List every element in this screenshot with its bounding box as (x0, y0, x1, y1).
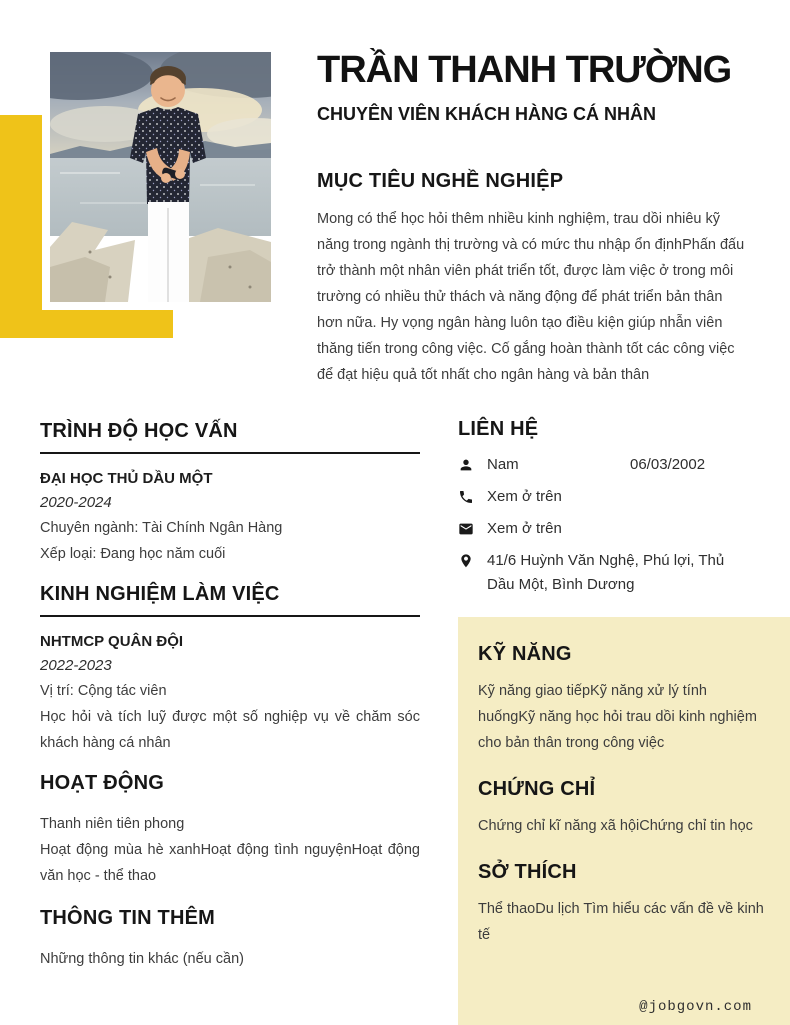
education-period: 2020-2024 (40, 494, 112, 511)
profile-photo (50, 52, 271, 302)
contact-address: 41/6 Huỳnh Văn Nghệ, Phú lợi, Thủ Dầu Một, Bình Dương (487, 552, 725, 593)
contact-phone: Xem ở trên (487, 488, 562, 505)
objective-heading: MỤC TIÊU NGHỀ NGHIỆP (317, 170, 564, 192)
contact-heading: LIÊN HỆ (458, 418, 539, 440)
experience-section (40, 583, 420, 756)
experience-position: Vị trí: Cộng tác viên (40, 683, 167, 699)
contact-email: Xem ở trên (487, 520, 562, 537)
education-major: Chuyên ngành: Tài Chính Ngân Hàng (40, 520, 283, 536)
additional-info-heading: THÔNG TIN THÊM (40, 907, 216, 929)
education-school: ĐẠI HỌC THỦ DẦU MỘT (40, 470, 213, 487)
experience-company: NHTMCP QUÂN ĐỘI (40, 633, 184, 650)
contact-row-email (458, 517, 750, 541)
contact-row-address (458, 549, 750, 597)
email-icon (458, 521, 474, 537)
candidate-job-title: CHUYÊN VIÊN KHÁCH HÀNG CÁ NHÂN (317, 104, 657, 124)
contact-birthdate: 06/03/2002 (630, 456, 706, 473)
contact-row-gender (458, 453, 750, 477)
hobbies-heading: SỞ THÍCH (478, 861, 577, 883)
yellow-accent-horizontal (0, 310, 173, 338)
yellow-accent-vertical (0, 115, 42, 338)
additional-info-text: Những thông tin khác (nếu cần) (40, 951, 244, 967)
person-icon (458, 457, 474, 473)
certificates-heading: CHỨNG CHỈ (478, 778, 596, 800)
objective-section (317, 170, 750, 388)
skills-text: Kỹ năng giao tiếpKỹ năng xử lý tính huốngKỹ năng học hỏi trau dồi kinh nghiệm cho bản thân trong công việc (478, 683, 757, 751)
site-watermark: @jobgovn.com (639, 999, 752, 1015)
education-section (40, 420, 420, 567)
activities-line: Hoạt động mùa hè xanhHoạt động tình nguyệnHoạt động văn học - thể thao (40, 842, 420, 884)
hobbies-text: Thể thaoDu lịch Tìm hiểu các vấn đề về kinh tế (478, 901, 764, 943)
experience-period: 2022-2023 (40, 657, 112, 674)
left-column (40, 420, 420, 988)
skills-panel (458, 617, 790, 1025)
phone-icon (458, 489, 474, 505)
location-pin-icon (458, 553, 474, 569)
skills-heading: KỸ NĂNG (478, 643, 572, 665)
contact-gender: Nam (487, 456, 519, 473)
objective-text: Mong có thể học hỏi thêm nhiều kinh nghiệm, trau dồi nhiêu kỹ năng trong ngành thị trường và có mức thu nhập ổn địnhPhấn đấu trở thành một nhân viên phát triển tốt, được làm việc ở trong môi trường có nhiều thử thách và năng động để phát triển bản thân hơn nữa. Hy vọng ngân hàng luôn tạo điều kiện giúp nhẫn viên thăng tiến trong công việc. Cố gắng hoàn thành tốt các công việc để đạt hiệu quả tốt nhất cho ngân hàng và bản thân (317, 211, 745, 383)
experience-description: Học hỏi và tích luỹ được một số nghiệp vụ về chăm sóc khách hàng cá nhân (40, 709, 420, 751)
contact-row-phone (458, 485, 750, 509)
activities-section (40, 772, 420, 889)
experience-heading: KINH NGHIỆM LÀM VIỆC (40, 583, 420, 617)
contact-section (458, 418, 750, 605)
activities-line: Thanh niên tiên phong (40, 816, 185, 832)
certificates-text: Chứng chỉ kĩ năng xã hộiChứng chỉ tin học (478, 818, 753, 834)
additional-info-section (40, 907, 420, 972)
education-grade: Xếp loại: Đang học năm cuối (40, 546, 226, 562)
education-heading: TRÌNH ĐỘ HỌC VẤN (40, 420, 420, 454)
activities-heading: HOẠT ĐỘNG (40, 772, 165, 794)
profile-photo-illustration (50, 52, 271, 302)
candidate-name: TRẦN THANH TRƯỜNG (317, 49, 732, 91)
